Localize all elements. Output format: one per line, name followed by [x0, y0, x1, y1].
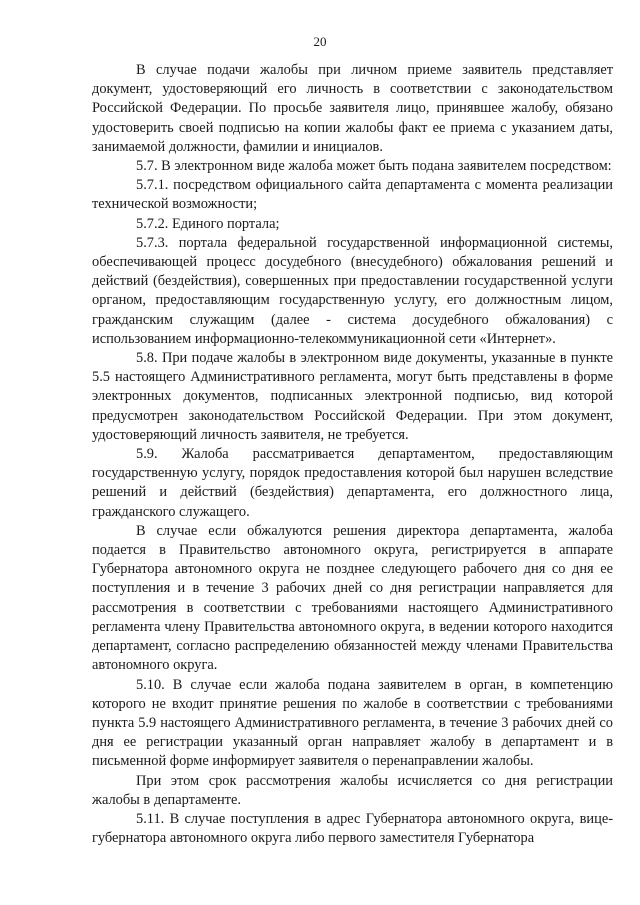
page-number: 20: [313, 34, 327, 49]
paragraph-5-7-1: 5.7.1. посредством официального сайта департамента с момента реализации технической возможности;: [92, 177, 613, 213]
paragraph-personal-reception: В случае подачи жалобы при личном приеме заявитель представляет документ, удостоверяющий его личность в соответствии с законодательством Российской Федерации. По просьбе заявителя лицо, принявшее жалобу, обязано удостоверить своей подписью на копии жалобы факт ее приема с указанием даты, занимаемой должности, фамилии и инициалов.: [92, 62, 613, 155]
paragraph-5-8: 5.8. При подаче жалобы в электронном виде документы, указанные в пункте 5.5 настоящего Административного регламента, могут быть представлены в форме электронных документов, подписанных электронной подписью, вид которой предусмотрен законодательством Российской Федерации. При этом документ, удостоверяющий личность заявителя, не требуется.: [92, 350, 613, 443]
paragraph-5-11: 5.11. В случае поступления в адрес Губернатора автономного округа, вице-губернатора автономного округа либо первого заместителя Губернатора: [92, 810, 613, 847]
paragraph-5-10: 5.10. В случае если жалоба подана заявителем в орган, в компетенцию которого не входит принятие решения по жалобе в соответствии с требованиями пункта 5.9 настоящего Административного регламента, в течение 3 рабочих дней со дня ее регистрации указанный орган направляет жалобу в департамент и в письменной форме информирует заявителя о перенаправлении жалобы.: [92, 676, 613, 770]
document-body: [92, 61, 613, 848]
paragraph-director-appeal: В случае если обжалуются решения директора департамента, жалоба подается в Правительство автономного округа, регистрируется в аппарате Губернатора автономного округа не позднее следующего рабочего дня со дня ее поступления и в течение 3 рабочих дней со дня регистрации направляется для рассмотрения в соответствии с требованиями настоящего Административного регламента члену Правительства автономного округа, в ведении которого находится департамент, согласно распределению обязанностей между членами Правительства автономного округа.: [92, 522, 613, 674]
paragraph-review-period: При этом срок рассмотрения жалобы исчисляется со дня регистрации жалобы в департаменте.: [92, 772, 613, 808]
paragraph-5-7: 5.7. В электронном виде жалоба может быть подана заявителем посредством:: [136, 158, 612, 175]
paragraph-5-9: 5.9. Жалоба рассматривается департаментом, предоставляющим государственную услугу, порядок предоставления которой был нарушен вследствие решений и действий (бездействия) департамента, его должностного лица, гражданского служащего.: [92, 446, 613, 520]
paragraph-5-7-2: 5.7.2. Единого портала;: [136, 215, 280, 232]
paragraph-5-7-3: 5.7.3. портала федеральной государственной информационной системы, обеспечивающей процесс досудебного (внесудебного) обжалования решений и действий (бездействия), совершенных при предоставлении государственной услуги органом, предоставляющим государственную услугу, его должностным лицом, гражданским служащим (далее - система досудебного обжалования) с использованием информационно-телекоммуникационной сети «Интернет».: [92, 234, 613, 347]
